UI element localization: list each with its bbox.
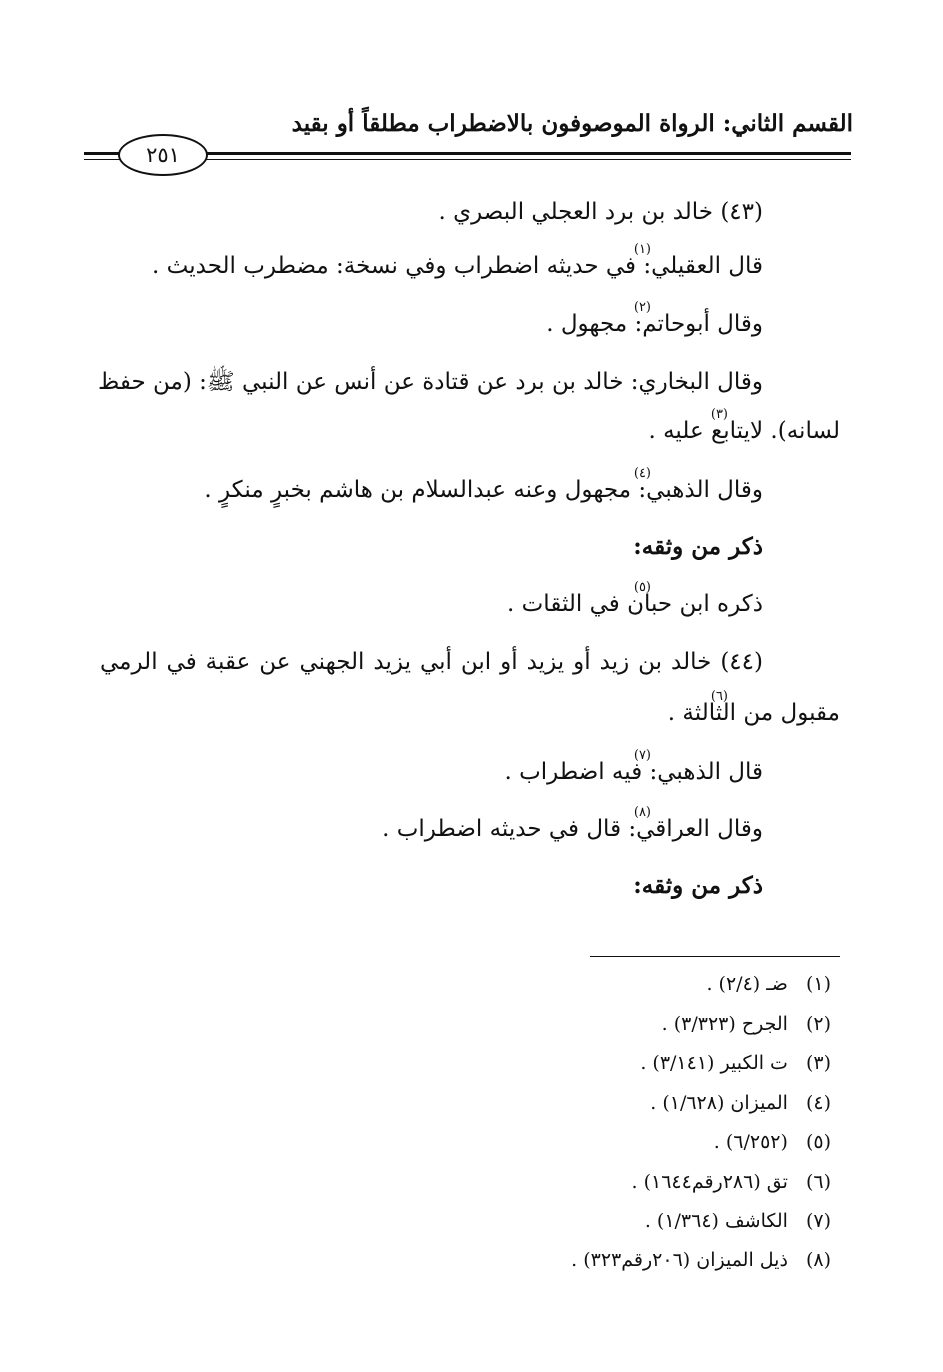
line-end: .	[648, 418, 664, 444]
footnote-text: ذيل الميزان (٢٠٦رقم٣٢٣) .	[571, 1249, 788, 1271]
paragraph-line: وقال الذهبي: مجهول وعنه عبدالسلام بن هاشم بخبرٍ منكرٍ (٤) .	[204, 466, 763, 503]
footnote-number: (٦)	[805, 1171, 831, 1193]
line-text: وقال الذهبي: مجهول وعنه عبدالسلام بن هاشم بخبرٍ منكرٍ	[218, 477, 763, 503]
line-end: .	[667, 700, 683, 726]
line-end: .	[152, 253, 167, 279]
footnote-number: (٨)	[805, 1249, 831, 1271]
footnote	[714, 1128, 831, 1156]
line-end: .	[382, 816, 397, 842]
header-rule-thin	[205, 159, 851, 160]
footnote-separator	[590, 956, 840, 957]
header-rule-left-thin	[84, 159, 120, 160]
paragraph-line: وقال البخاري: خالد بن برد عن قتادة عن أنس عن النبي ﷺ: (من حفظ	[98, 369, 763, 395]
paragraph-line: لسانه). لايتابع عليه (٣) .	[648, 407, 840, 444]
footnote	[662, 1010, 831, 1038]
line-text: وقال العراقي: قال في حديثه اضطراب	[396, 816, 763, 842]
paragraph-line: وقال العراقي: قال في حديثه اضطراب (٨) .	[382, 805, 763, 842]
footnote-number: (٧)	[805, 1210, 831, 1232]
footnote-text: ضـ (٢/٤) .	[706, 973, 788, 995]
line-end: .	[204, 477, 219, 503]
footnote	[640, 1049, 831, 1077]
footnote-text: (٦/٢٥٢) .	[713, 1131, 788, 1153]
paragraph-line: قال الذهبي: فيه اضطراب (٧) .	[504, 748, 763, 785]
header-rule-thick	[205, 152, 851, 155]
footnote-number: (٣)	[805, 1052, 831, 1074]
footnote-text: الميزان (١/٦٢٨) .	[650, 1092, 788, 1114]
line-end: .	[546, 311, 561, 337]
footnote-text: الكاشف (١/٣٦٤) .	[644, 1210, 788, 1232]
page-number: ٢٥١	[118, 134, 208, 176]
footnote	[571, 1246, 831, 1274]
line-text: ذكره ابن حبان في الثقات	[521, 591, 763, 617]
entry-43-title: (٤٣) خالد بن برد العجلي البصري .	[438, 199, 763, 225]
footnote-text: ت الكبير (٣/١٤١) .	[640, 1052, 788, 1074]
paragraph-line: ذكره ابن حبان في الثقات (٥) .	[507, 580, 763, 617]
footnote-text: تق (٢٨٦رقم١٦٤٤) .	[631, 1171, 788, 1193]
line-text: مقبول من الثالثة	[682, 700, 840, 726]
paragraph-line: مقبول من الثالثة (٦) .	[667, 689, 840, 726]
line-text: قال العقيلي: في حديثه اضطراب وفي نسخة: مضطرب الحديث	[166, 253, 763, 279]
section-heading: ذكر من وثقه:	[633, 533, 763, 560]
paragraph-line: وقال أبوحاتم: مجهول (٢) .	[546, 300, 763, 337]
footnote	[645, 1207, 831, 1235]
footnote	[706, 970, 831, 998]
entry-44-title: (٤٤) خالد بن زيد أو يزيد أو ابن أبي يزيد الجهني عن عقبة في الرمي	[100, 649, 763, 675]
paragraph-line: قال العقيلي: في حديثه اضطراب وفي نسخة: مضطرب الحديث (١) .	[152, 242, 763, 279]
footnote-number: (٥)	[805, 1131, 831, 1153]
line-text: قال الذهبي: فيه اضطراب	[519, 759, 763, 785]
footnote-number: (١)	[805, 973, 831, 995]
footnote-number: (٤)	[805, 1092, 831, 1114]
running-header: القسم الثاني: الرواة الموصوفون بالاضطراب مطلقاً أو بقيد	[291, 110, 853, 137]
footnote-text: الجرح (٣/٣٢٣) .	[661, 1013, 788, 1035]
line-text: لسانه). لايتابع عليه	[663, 418, 840, 444]
footnote	[650, 1089, 831, 1117]
line-text: وقال أبوحاتم: مجهول	[560, 311, 763, 337]
footnote	[631, 1168, 831, 1196]
line-end: .	[507, 591, 522, 617]
section-heading: ذكر من وثقه:	[633, 872, 763, 899]
header-rule-left-thick	[84, 152, 120, 155]
footnote-number: (٢)	[805, 1013, 831, 1035]
line-end: .	[504, 759, 520, 785]
